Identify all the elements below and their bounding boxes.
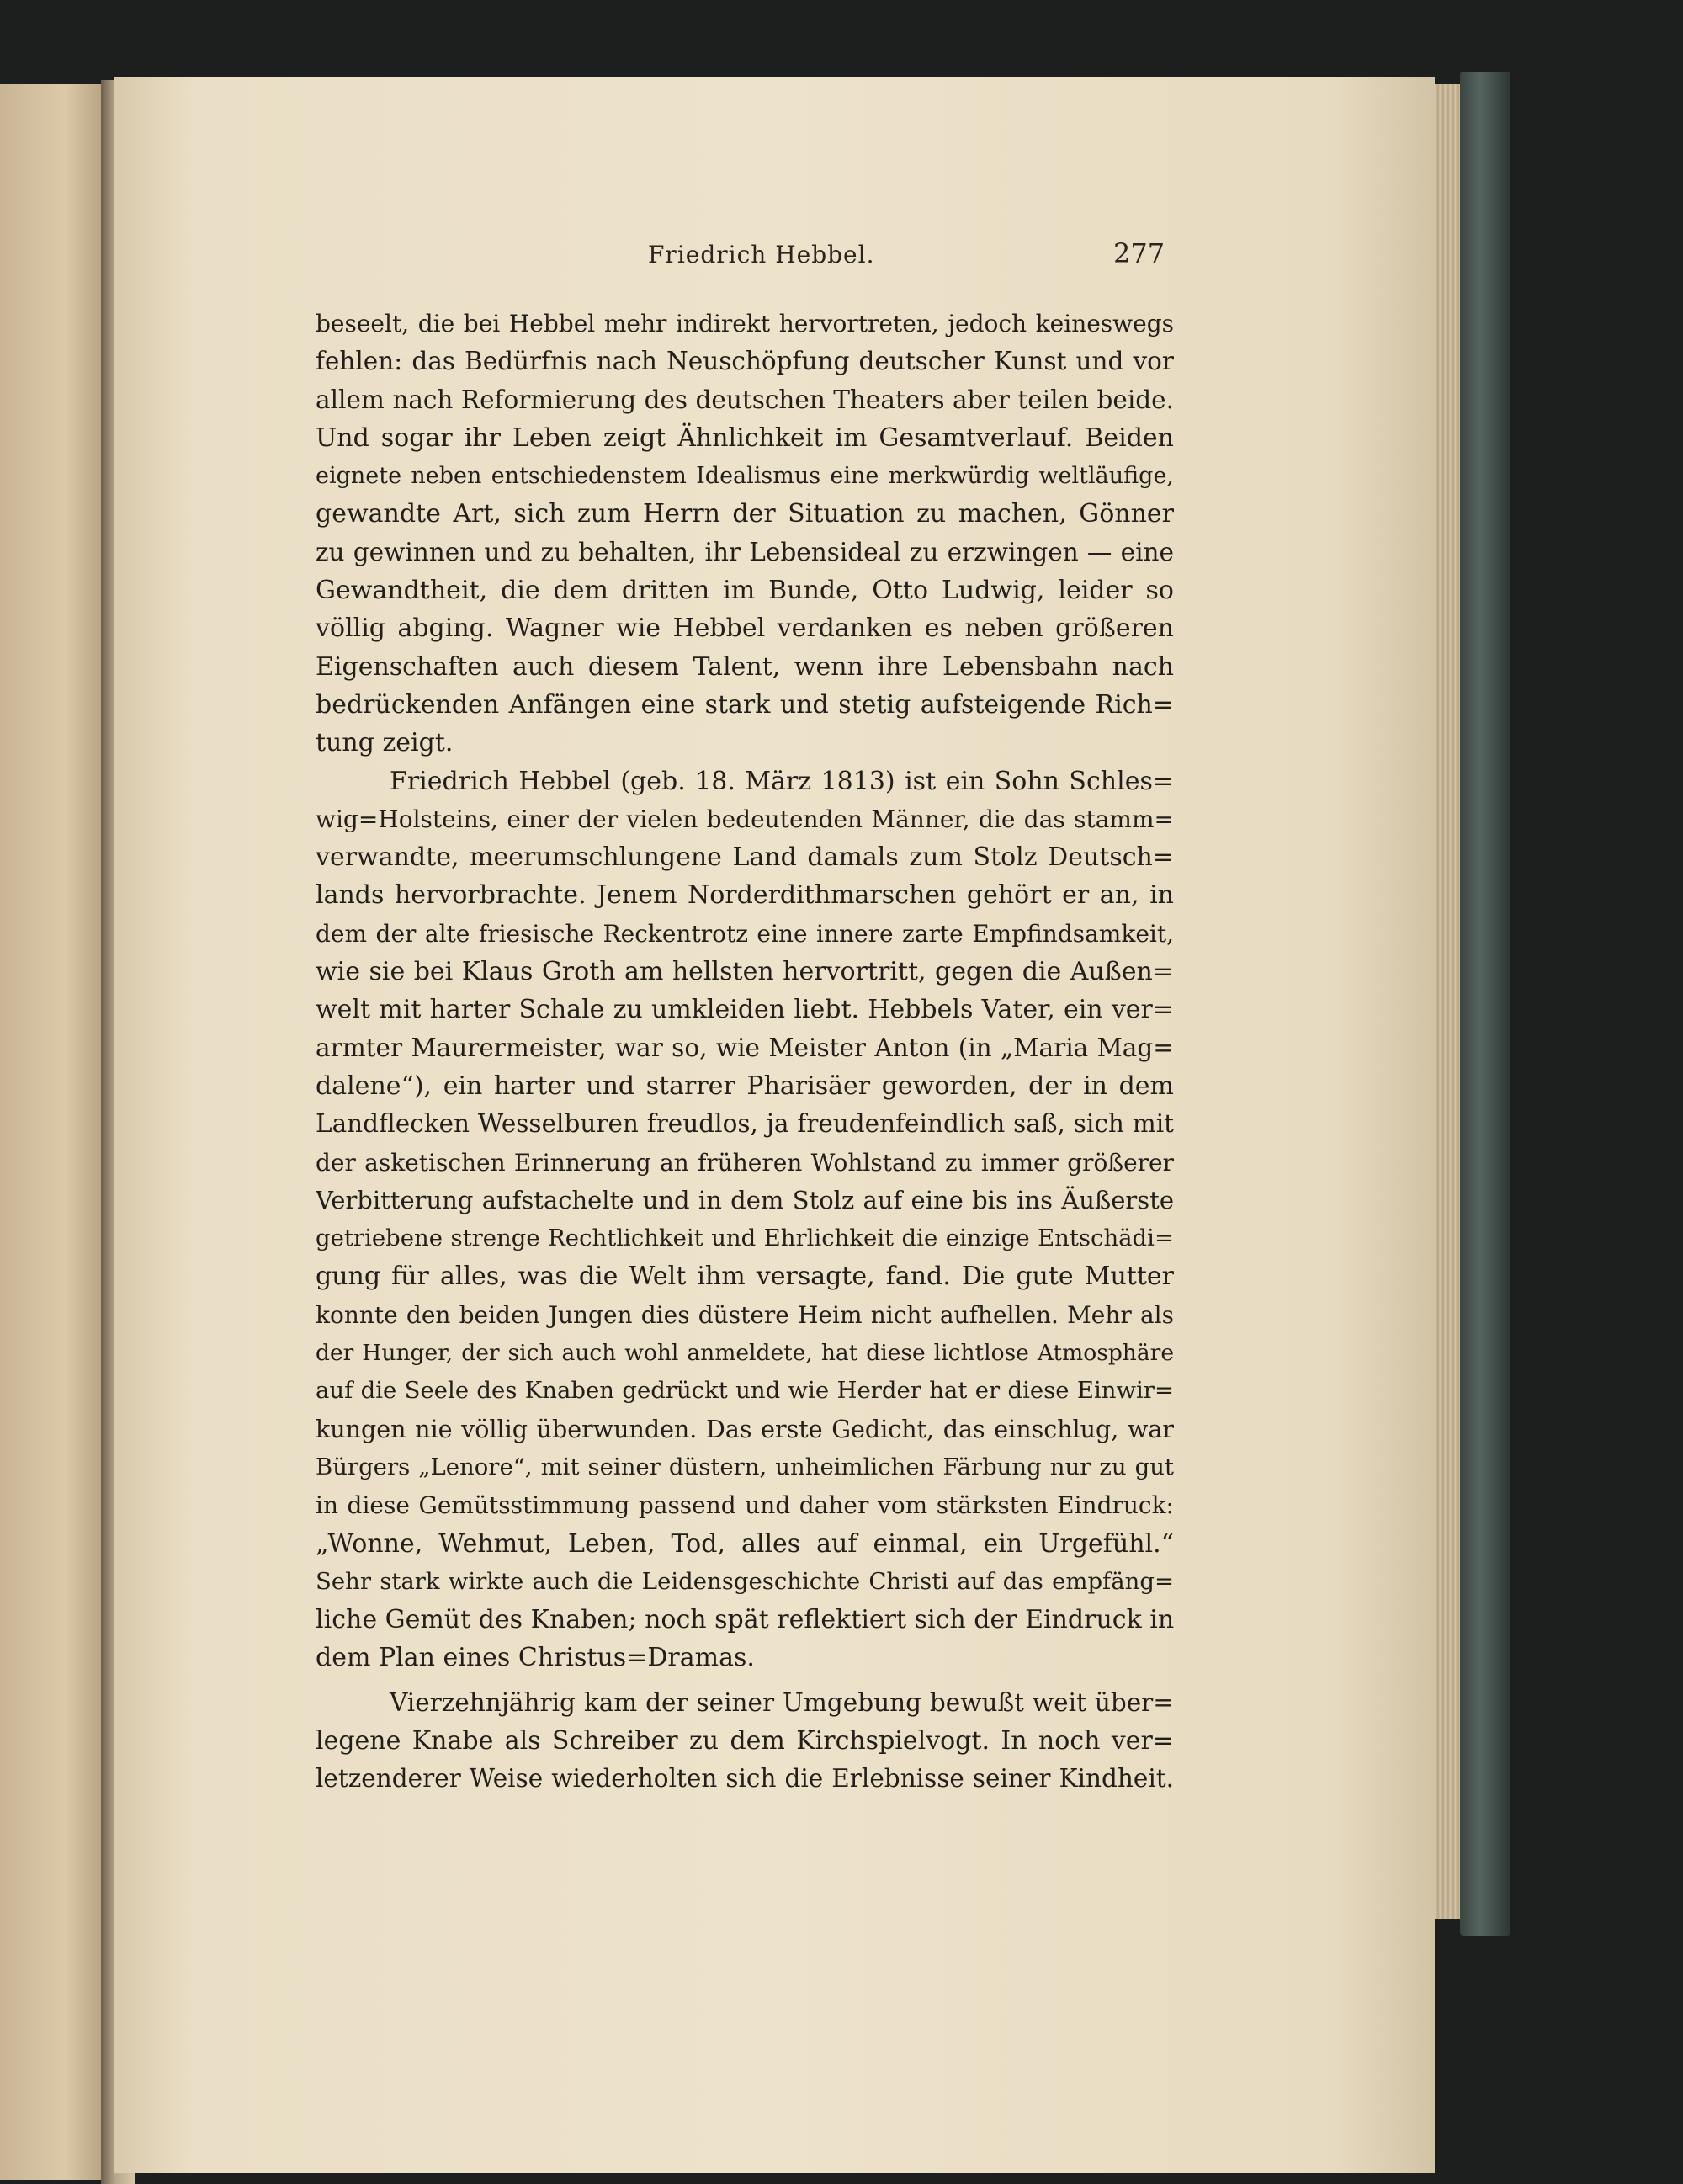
text-line: Verbitterung aufstachelte und in dem Stolz auf eine bis ins Äußerste <box>316 1185 1174 1214</box>
text-line: wig=Holsteins, einer der vielen bedeutenden Männer, die das stamm= <box>316 805 1174 833</box>
body-text <box>316 305 1174 1799</box>
text-line: getriebene strenge Rechtlichkeit und Ehrlichkeit die einzige Entschädi= <box>316 1225 1174 1252</box>
text-line: lands hervorbrachte. Jenem Norderdithmarschen gehört er an, in <box>316 880 1174 911</box>
text-line: dem der alte friesische Reckentrotz eine innere zarte Empfindsamkeit, <box>316 919 1174 948</box>
text-line: Eigenschaften auch diesem Talent, wenn ihre Lebensbahn nach <box>316 651 1174 682</box>
text-line: tung zeigt. <box>316 728 454 758</box>
text-line: der asketischen Erinnerung an früheren Wohlstand zu immer größerer <box>316 1148 1174 1177</box>
text-line: zu gewinnen und zu behalten, ihr Lebensideal zu erzwingen — eine <box>316 537 1174 566</box>
text-line: dem Plan eines Christus=Dramas. <box>316 1643 755 1673</box>
text-line: völlig abging. Wagner wie Hebbel verdanken es neben größeren <box>316 614 1174 644</box>
text-line: Landflecken Wesselburen freudlos, ja freudenfeindlich saß, sich mit <box>316 1109 1174 1139</box>
text-line: Bürgers „Lenore“, mit seiner düstern, unheimlichen Färbung nur zu gut <box>316 1453 1174 1480</box>
text-line: legene Knabe als Schreiber zu dem Kirchspielvogt. In noch ver= <box>316 1725 1174 1756</box>
text-line: liche Gemüt des Knaben; noch spät reflektiert sich der Eindruck in <box>316 1605 1174 1635</box>
text-line: in diese Gemütsstimmung passend und daher vom stärksten Eindruck: <box>316 1491 1174 1520</box>
text-line: konnte den beiden Jungen dies düstere Heim nicht aufhellen. Mehr als <box>316 1300 1174 1329</box>
text-line: „Wonne, Wehmut, Leben, Tod, alles auf einmal, ein Urgefühl.“ <box>316 1528 1174 1559</box>
text-line: welt mit harter Schale zu umkleiden liebt. Hebbels Vater, ein ver= <box>316 995 1174 1025</box>
text-line: verwandte, meerumschlungene Land damals zum Stolz Deutsch= <box>316 842 1174 873</box>
page-edges <box>1431 84 1463 1919</box>
text-line: allem nach Reformierung des deutschen Theaters aber teilen beide. <box>316 385 1174 414</box>
text-line: Sehr stark wirkte auch die Leidensgeschichte Christi auf das empfäng= <box>316 1567 1174 1595</box>
text-line: gung für alles, was die Welt ihm versagte, fand. Die gute Mutter <box>316 1262 1174 1292</box>
text-line: dalene“), ein harter und starrer Pharisäer geworden, der in dem <box>316 1071 1174 1101</box>
text-line: letzenderer Weise wiederholten sich die Erlebnisse seiner Kindheit. <box>316 1764 1174 1793</box>
text-line: fehlen: das Bedürfnis nach Neuschöpfung deutscher Kunst und vor <box>316 347 1174 376</box>
paragraph-start-line: Friedrich Hebbel (geb. 18. März 1813) ist ein Sohn Schles= <box>390 766 1174 796</box>
text-line: bedrückenden Anfängen eine stark und stetig aufsteigende Rich= <box>316 689 1174 720</box>
text-line: armter Maurermeister, war so, wie Meister Anton (in „Maria Mag= <box>316 1033 1174 1062</box>
text-line: Gewandtheit, die dem dritten im Bunde, Otto Ludwig, leider so <box>316 576 1174 606</box>
facing-page-edge <box>0 84 108 2180</box>
text-line: auf die Seele des Knaben gedrückt und wie Herder hat er diese Einwir= <box>316 1377 1174 1405</box>
text-line: eignete neben entschiedenstem Idealismus eine merkwürdig weltläufige, <box>316 463 1174 490</box>
text-line: kungen nie völlig überwunden. Das erste Gedicht, das einschlug, war <box>316 1415 1174 1443</box>
text-line: Und sogar ihr Leben zeigt Ähnlichkeit im Gesamtverlauf. Beiden <box>316 422 1174 453</box>
text-line: wie sie bei Klaus Groth am hellsten hervortritt, gegen die Außen= <box>316 957 1174 987</box>
running-title: Friedrich Hebbel. <box>648 241 875 268</box>
page-number: 277 <box>1113 237 1165 269</box>
text-line: der Hunger, der sich auch wohl anmeldete, hat diese lichtlose Atmosphäre <box>316 1340 1174 1367</box>
text-line: gewandte Art, sich zum Herrn der Situation zu machen, Gönner <box>316 499 1174 529</box>
text-line: beseelt, die bei Hebbel mehr indirekt hervortreten, jedoch keineswegs <box>316 310 1174 337</box>
book-cover-edge <box>1460 72 1510 1936</box>
paragraph-start-line: Vierzehnjährig kam der seiner Umgebung bewußt weit über= <box>390 1687 1174 1717</box>
